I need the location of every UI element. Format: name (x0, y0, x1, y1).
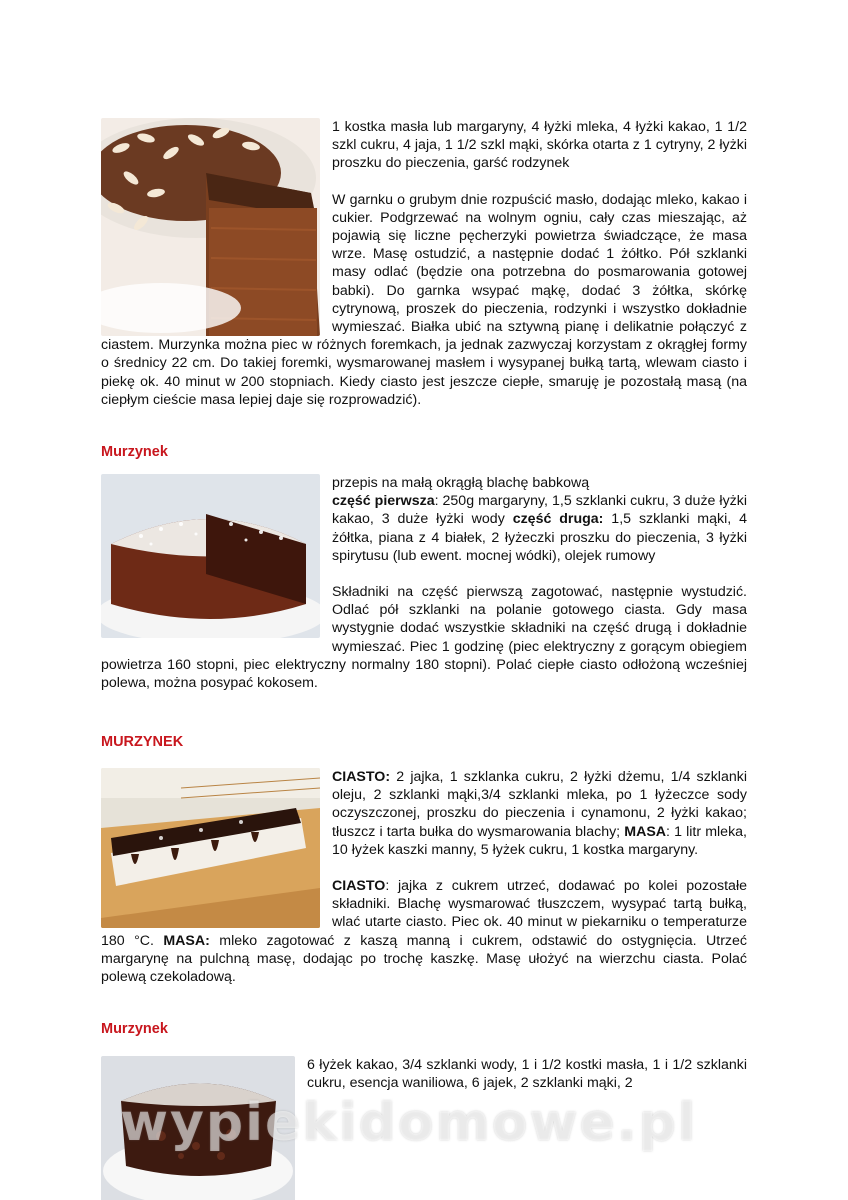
recipe-2-part1-text: : 250g margaryny, 1,5 szklanki cukru, 3 duże łyżki kakao, 3 duże łyżki wody (332, 493, 748, 528)
recipe-1-ingredients: 1 kostka masła lub margaryny, 4 łyżki mleka, 4 łyżki kakao, 1 1/2 szkl cukru, 4 jaja, 1 1/2 szkl mąki, skórka otarta z 1 cytryny, 2 łyżki proszku do pieczenia, garść rodzynek (332, 119, 747, 172)
recipe-3-masa-label: MASA (624, 823, 667, 840)
cake-photo-1 (101, 118, 320, 336)
recipe-3-method-label: CIASTO (332, 878, 386, 895)
recipe-2-method: Składniki na część pierwszą zagotować, następnie wystudzić. Odlać pół szklanki na polanie gotowego ciasta. Gdy masa wystygnie dodać wszystkie składniki na część drugą i dokładnie wymieszać. Piec 1 godzinę (piec elektryczny z gorącym obiegiem powietrza 160 stopni, piec elektryczny normalny 180 stopni). Polać ciepłe ciasto odłożoną wcześniej polewa, można posypać kokosem. (101, 584, 747, 692)
recipe-1 (101, 118, 747, 409)
recipe-2-part2-text: 1,5 szklanki mąki, 4 żółtka, piana z 4 białek, 2 łyżeczki proszku do pieczenia, 3 łyżki spirytusu (lub ewent. mocnej wódki), olejek rumowy (332, 511, 747, 564)
recipe-2-part2-label: część druga: (512, 511, 604, 528)
recipe-3-ciasto-text: 2 jajka, 1 szklanka cukru, 2 łyżki dżemu, 1/4 szklanki oleju, 2 szklanki mąki,3/4 szklanki mleka, po 1 łyżeczce sody oczyszczonej, proszku do pieczenia i cynamonu, 2 łyżki kakao; tłuszcz i tarta bułka do wysmarowania blachy; (332, 769, 747, 840)
recipe-2-part1-label: część pierwsza (332, 493, 435, 510)
recipe-1-method: W garnku o grubym dnie rozpuścić masło, dodając mleko, kakao i cukier. Podgrzewać na wolnym ogniu, cały czas mieszając, aż pojawią się liczne pęcherzyki powietrza świadczące, że masa wrze. Masę ostudzić, a następnie dodać 1 żółtko. Pół szklanki masy odlać (będzie ona potrzebna do posmarowania gotowej babki). Do garnka wsypać mąkę, dodać 3 żółtka, skórkę cytrynową, proszek do pieczenia, rodzynki i wszystko dokładnie wymieszać. Białka ubić na sztywną pianę i delikatnie połączyć z ciastem. Murzynka można piec w różnych foremkach, ja jednak zazwyczaj korzystam z okrągłej formy o średnicy 22 cm. Do takiej foremki, wysmarowanej masłem i wysypanej bułką tartą, wlewam ciasto i piekę ok. 40 minut w 200 stopniach. Kiedy ciasto jest jeszcze ciepłe, smaruję je pozostałą masą (na ciepłym cieście masa lepiej daje się rozprowadzić). (101, 191, 747, 408)
watermark-text: wypiekidomowe.pl (120, 1093, 698, 1153)
recipe-4-title: Murzynek (101, 1021, 168, 1037)
recipe-2-line1: przepis na małą okrągłą blachę babkową (332, 475, 590, 491)
recipe-3-title: MURZYNEK (101, 734, 184, 750)
recipe-3-method-text: : jajka z cukrem utrzeć, dodawać po kolei pozostałe składniki. Blachę wysmarować tłuszczem, wysypać tartą bułką, wlać utarte ciasto. Piec ok. 40 minut w piekarniku o temperaturze 180 °C. (101, 878, 747, 949)
recipe-3-method-masa-text: mleko zagotować z kaszą manną i cukrem, odstawić do ostygnięcia. Utrzeć margarynę na pulchną masę, dodając po trochę kaszkę. Masę ułożyć na wierzchu ciasta. Polać polewą czekoladową. (101, 932, 747, 986)
recipe-3 (101, 768, 747, 986)
recipe-2-title: Murzynek (101, 444, 168, 460)
recipe-3-ciasto-label: CIASTO: (332, 769, 391, 785)
recipe-3-method-masa-label: MASA: (163, 932, 210, 949)
cake-photo-3 (101, 768, 320, 928)
recipe-2 (101, 474, 747, 692)
recipe-4-ingredients: 6 łyżek kakao, 3/4 szklanki wody, 1 i 1/2 kostki masła, 1 i 1/2 szklanki cukru, esencja waniliowa, 6 jajek, 2 szklanki mąki, 2 (307, 1057, 747, 1092)
recipe-3-masa-text: : 1 litr mleka, 10 łyżek kaszki manny, 5 łyżek cukru, 1 kostka margaryny. (332, 823, 747, 858)
cake-photo-2 (101, 474, 320, 638)
